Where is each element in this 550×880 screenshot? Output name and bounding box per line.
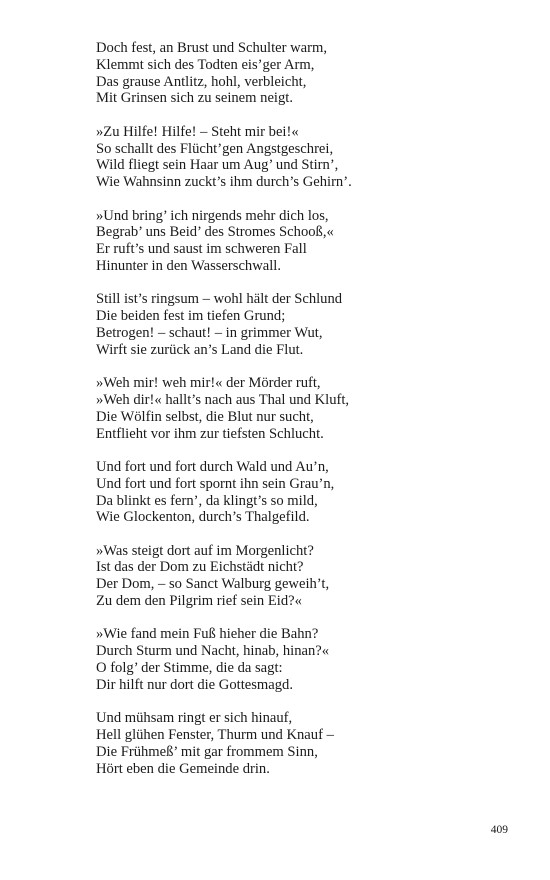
verse-line: »Wie fand mein Fuß hieher die Bahn? xyxy=(96,626,319,643)
stanza xyxy=(96,40,516,107)
verse-line: O folg’ der Stimme, die da sagt: xyxy=(96,660,283,677)
stanza xyxy=(96,291,516,358)
verse-line: Wie Wahnsinn zuckt’s ihm durch’s Gehirn’. xyxy=(96,174,352,191)
verse-line: Der Dom, – so Sanct Walburg geweih’t, xyxy=(96,576,330,593)
stanza xyxy=(96,626,516,693)
verse-line: Das grause Antlitz, hohl, verbleicht, xyxy=(96,73,307,90)
verse-line: Still ist’s ringsum – wohl hält der Schlund xyxy=(96,291,343,308)
verse-line: Mit Grinsen sich zu seinem neigt. xyxy=(96,90,293,107)
verse-line: Da blinkt es fern’, da klingt’s so mild, xyxy=(96,492,318,509)
verse-line: Hell glühen Fenster, Thurm und Knauf – xyxy=(96,727,334,744)
stanza xyxy=(96,543,516,610)
verse-line: Doch fest, an Brust und Schulter warm, xyxy=(96,40,328,56)
verse-line: Hinunter in den Wasserschwall. xyxy=(96,257,281,274)
verse-line: Dir hilft nur dort die Gottesmagd. xyxy=(96,676,293,693)
verse-line: Ist das der Dom zu Eichstädt nicht? xyxy=(96,559,304,576)
stanza xyxy=(96,208,516,275)
page-number: 409 xyxy=(490,824,508,836)
verse-line: »Zu Hilfe! Hilfe! – Steht mir bei!« xyxy=(96,123,299,140)
verse-line: Zu dem den Pilgrim rief sein Eid?« xyxy=(96,593,302,610)
verse-line: »Weh mir! weh mir!« der Mörder ruft, xyxy=(96,375,321,392)
stanza xyxy=(96,459,516,526)
verse-line: »Was steigt dort auf im Morgenlicht? xyxy=(96,542,314,559)
verse-line: Er ruft’s und saust im schweren Fall xyxy=(96,241,307,258)
verse-line: Klemmt sich des Todten eis’ger Arm, xyxy=(96,56,315,73)
verse-line: So schallt des Flücht’gen Angstgeschrei, xyxy=(96,140,334,157)
verse-line: Und fort und fort spornt ihn sein Grau’n, xyxy=(96,475,335,492)
verse-line: Durch Sturm und Nacht, hinab, hinan?« xyxy=(96,643,330,660)
verse-line: Wie Glockenton, durch’s Thalgefild. xyxy=(96,509,310,526)
verse-line: Wild fliegt sein Haar um Aug’ und Stirn’, xyxy=(96,157,339,174)
verse-line: Wirft sie zurück an’s Land die Flut. xyxy=(96,341,304,358)
stanza xyxy=(96,124,516,191)
stanza xyxy=(96,710,516,777)
verse-line: Und mühsam ringt er sich hinauf, xyxy=(96,710,293,727)
verse-line: »Und bring’ ich nirgends mehr dich los, xyxy=(96,207,329,224)
poem-text xyxy=(96,40,516,794)
verse-line: Die Wölfin selbst, die Blut nur sucht, xyxy=(96,408,314,425)
verse-line: »Weh dir!« hallt’s nach aus Thal und Kluft, xyxy=(96,391,350,408)
verse-line: Betrogen! – schaut! – in grimmer Wut, xyxy=(96,324,323,341)
stanza xyxy=(96,375,516,442)
verse-line: Die beiden fest im tiefen Grund; xyxy=(96,308,286,325)
verse-line: Hört eben die Gemeinde drin. xyxy=(96,760,270,777)
verse-line: Und fort und fort durch Wald und Au’n, xyxy=(96,458,329,475)
verse-line: Entflieht vor ihm zur tiefsten Schlucht. xyxy=(96,425,324,442)
verse-line: Begrab’ uns Beid’ des Stromes Schooß,« xyxy=(96,224,334,241)
verse-line: Die Frühmeß’ mit gar frommem Sinn, xyxy=(96,743,318,760)
